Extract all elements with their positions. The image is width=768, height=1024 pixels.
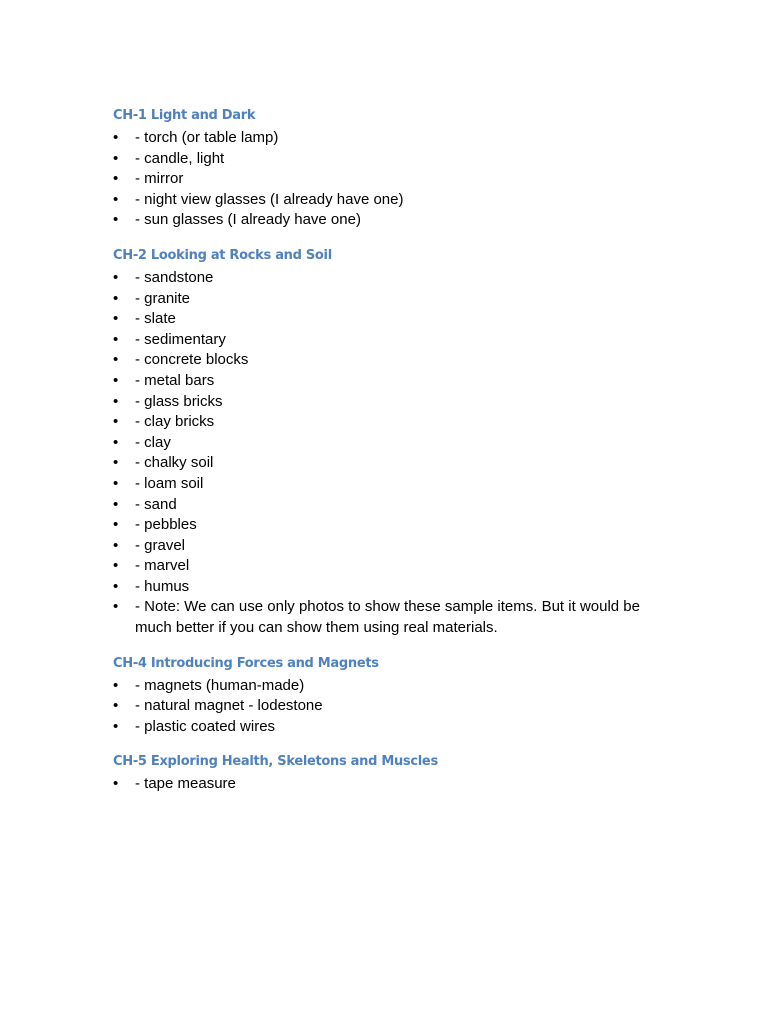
list-item: [113, 515, 673, 536]
item-text: - sun glasses (I already have one): [135, 211, 361, 229]
item-text: - candle, light: [135, 149, 225, 167]
bullet-icon: •: [113, 149, 119, 167]
list-item: [113, 330, 673, 351]
list-item: [113, 149, 673, 170]
item-text: - tape measure: [135, 775, 236, 793]
section-ch4: [113, 655, 673, 738]
list-item: [113, 696, 673, 717]
bullet-icon: •: [113, 330, 119, 348]
bullet-icon: •: [113, 392, 119, 410]
list-item: [113, 453, 673, 474]
item-list: [113, 268, 673, 639]
bullet-icon: •: [113, 495, 119, 513]
item-text: - sand: [135, 495, 177, 513]
list-item: [113, 350, 673, 371]
bullet-icon: •: [113, 474, 119, 492]
item-list: [113, 774, 673, 795]
item-text: - magnets (human-made): [135, 676, 305, 694]
item-text: - marvel: [135, 557, 190, 575]
section-ch1: [113, 107, 673, 231]
bullet-icon: •: [113, 536, 119, 554]
section-heading: CH-1 Light and Dark: [113, 108, 256, 123]
bullet-icon: •: [113, 516, 119, 534]
list-item: [113, 169, 673, 190]
list-item: [113, 371, 673, 392]
section-ch5: [113, 753, 673, 795]
bullet-icon: •: [113, 351, 119, 369]
list-item: [113, 774, 673, 795]
bullet-icon: •: [113, 577, 119, 595]
list-item: [113, 433, 673, 454]
item-text: - metal bars: [135, 371, 215, 389]
section-heading: CH-5 Exploring Health, Skeletons and Muscles: [113, 754, 438, 770]
list-item: [113, 495, 673, 516]
item-text: - natural magnet - lodestone: [135, 697, 323, 715]
item-text: - gravel: [135, 536, 186, 554]
item-text: - sandstone: [135, 268, 214, 286]
list-item: [113, 309, 673, 330]
item-text: - pebbles: [135, 516, 197, 534]
list-item: [113, 210, 673, 231]
item-text: - Note: We can use only photos to show these sample items. But it would be much better if you can show them using real materials.: [135, 598, 640, 637]
list-item: [113, 556, 673, 577]
list-item: [113, 577, 673, 598]
item-text: - humus: [135, 577, 190, 595]
bullet-icon: •: [113, 775, 119, 793]
list-item: [113, 474, 673, 495]
bullet-icon: •: [113, 190, 119, 208]
bullet-icon: •: [113, 413, 119, 431]
item-list: [113, 128, 673, 231]
bullet-icon: •: [113, 557, 119, 575]
list-item: [113, 536, 673, 557]
bullet-icon: •: [113, 371, 119, 389]
item-list: [113, 676, 673, 738]
section-ch2: [113, 247, 673, 639]
list-item: [113, 190, 673, 211]
item-text: - night view glasses (I already have one): [135, 190, 404, 208]
list-item: [113, 676, 673, 697]
list-item: [113, 128, 673, 149]
bullet-icon: •: [113, 211, 119, 229]
bullet-icon: •: [113, 129, 119, 146]
section-heading: CH-4 Introducing Forces and Magnets: [113, 655, 379, 671]
bullet-icon: •: [113, 433, 119, 451]
list-item: [113, 392, 673, 413]
bullet-icon: •: [113, 289, 119, 307]
list-item: [113, 412, 673, 433]
list-item: [113, 717, 673, 738]
document-page: [113, 107, 673, 811]
item-text: - plastic coated wires: [135, 717, 276, 735]
bullet-icon: •: [113, 697, 119, 715]
list-item: [113, 597, 673, 638]
bullet-icon: •: [113, 676, 119, 694]
item-text: - torch (or table lamp): [135, 129, 279, 146]
section-heading: CH-2 Looking at Rocks and Soil: [113, 247, 332, 263]
item-text: - chalky soil: [135, 454, 214, 472]
bullet-icon: •: [113, 310, 119, 328]
item-text: - concrete blocks: [135, 351, 249, 369]
bullet-icon: •: [113, 717, 119, 735]
item-text: - mirror: [135, 170, 184, 188]
item-text: - sedimentary: [135, 330, 226, 348]
bullet-icon: •: [113, 454, 119, 472]
item-text: - slate: [135, 310, 176, 328]
list-item: [113, 289, 673, 310]
bullet-icon: •: [113, 170, 119, 188]
item-text: - glass bricks: [135, 392, 223, 410]
item-text: - clay: [135, 433, 171, 451]
bullet-icon: •: [113, 598, 119, 616]
list-item: [113, 268, 673, 289]
bullet-icon: •: [113, 268, 119, 286]
item-text: - granite: [135, 289, 191, 307]
item-text: - loam soil: [135, 474, 204, 492]
item-text: - clay bricks: [135, 413, 215, 431]
